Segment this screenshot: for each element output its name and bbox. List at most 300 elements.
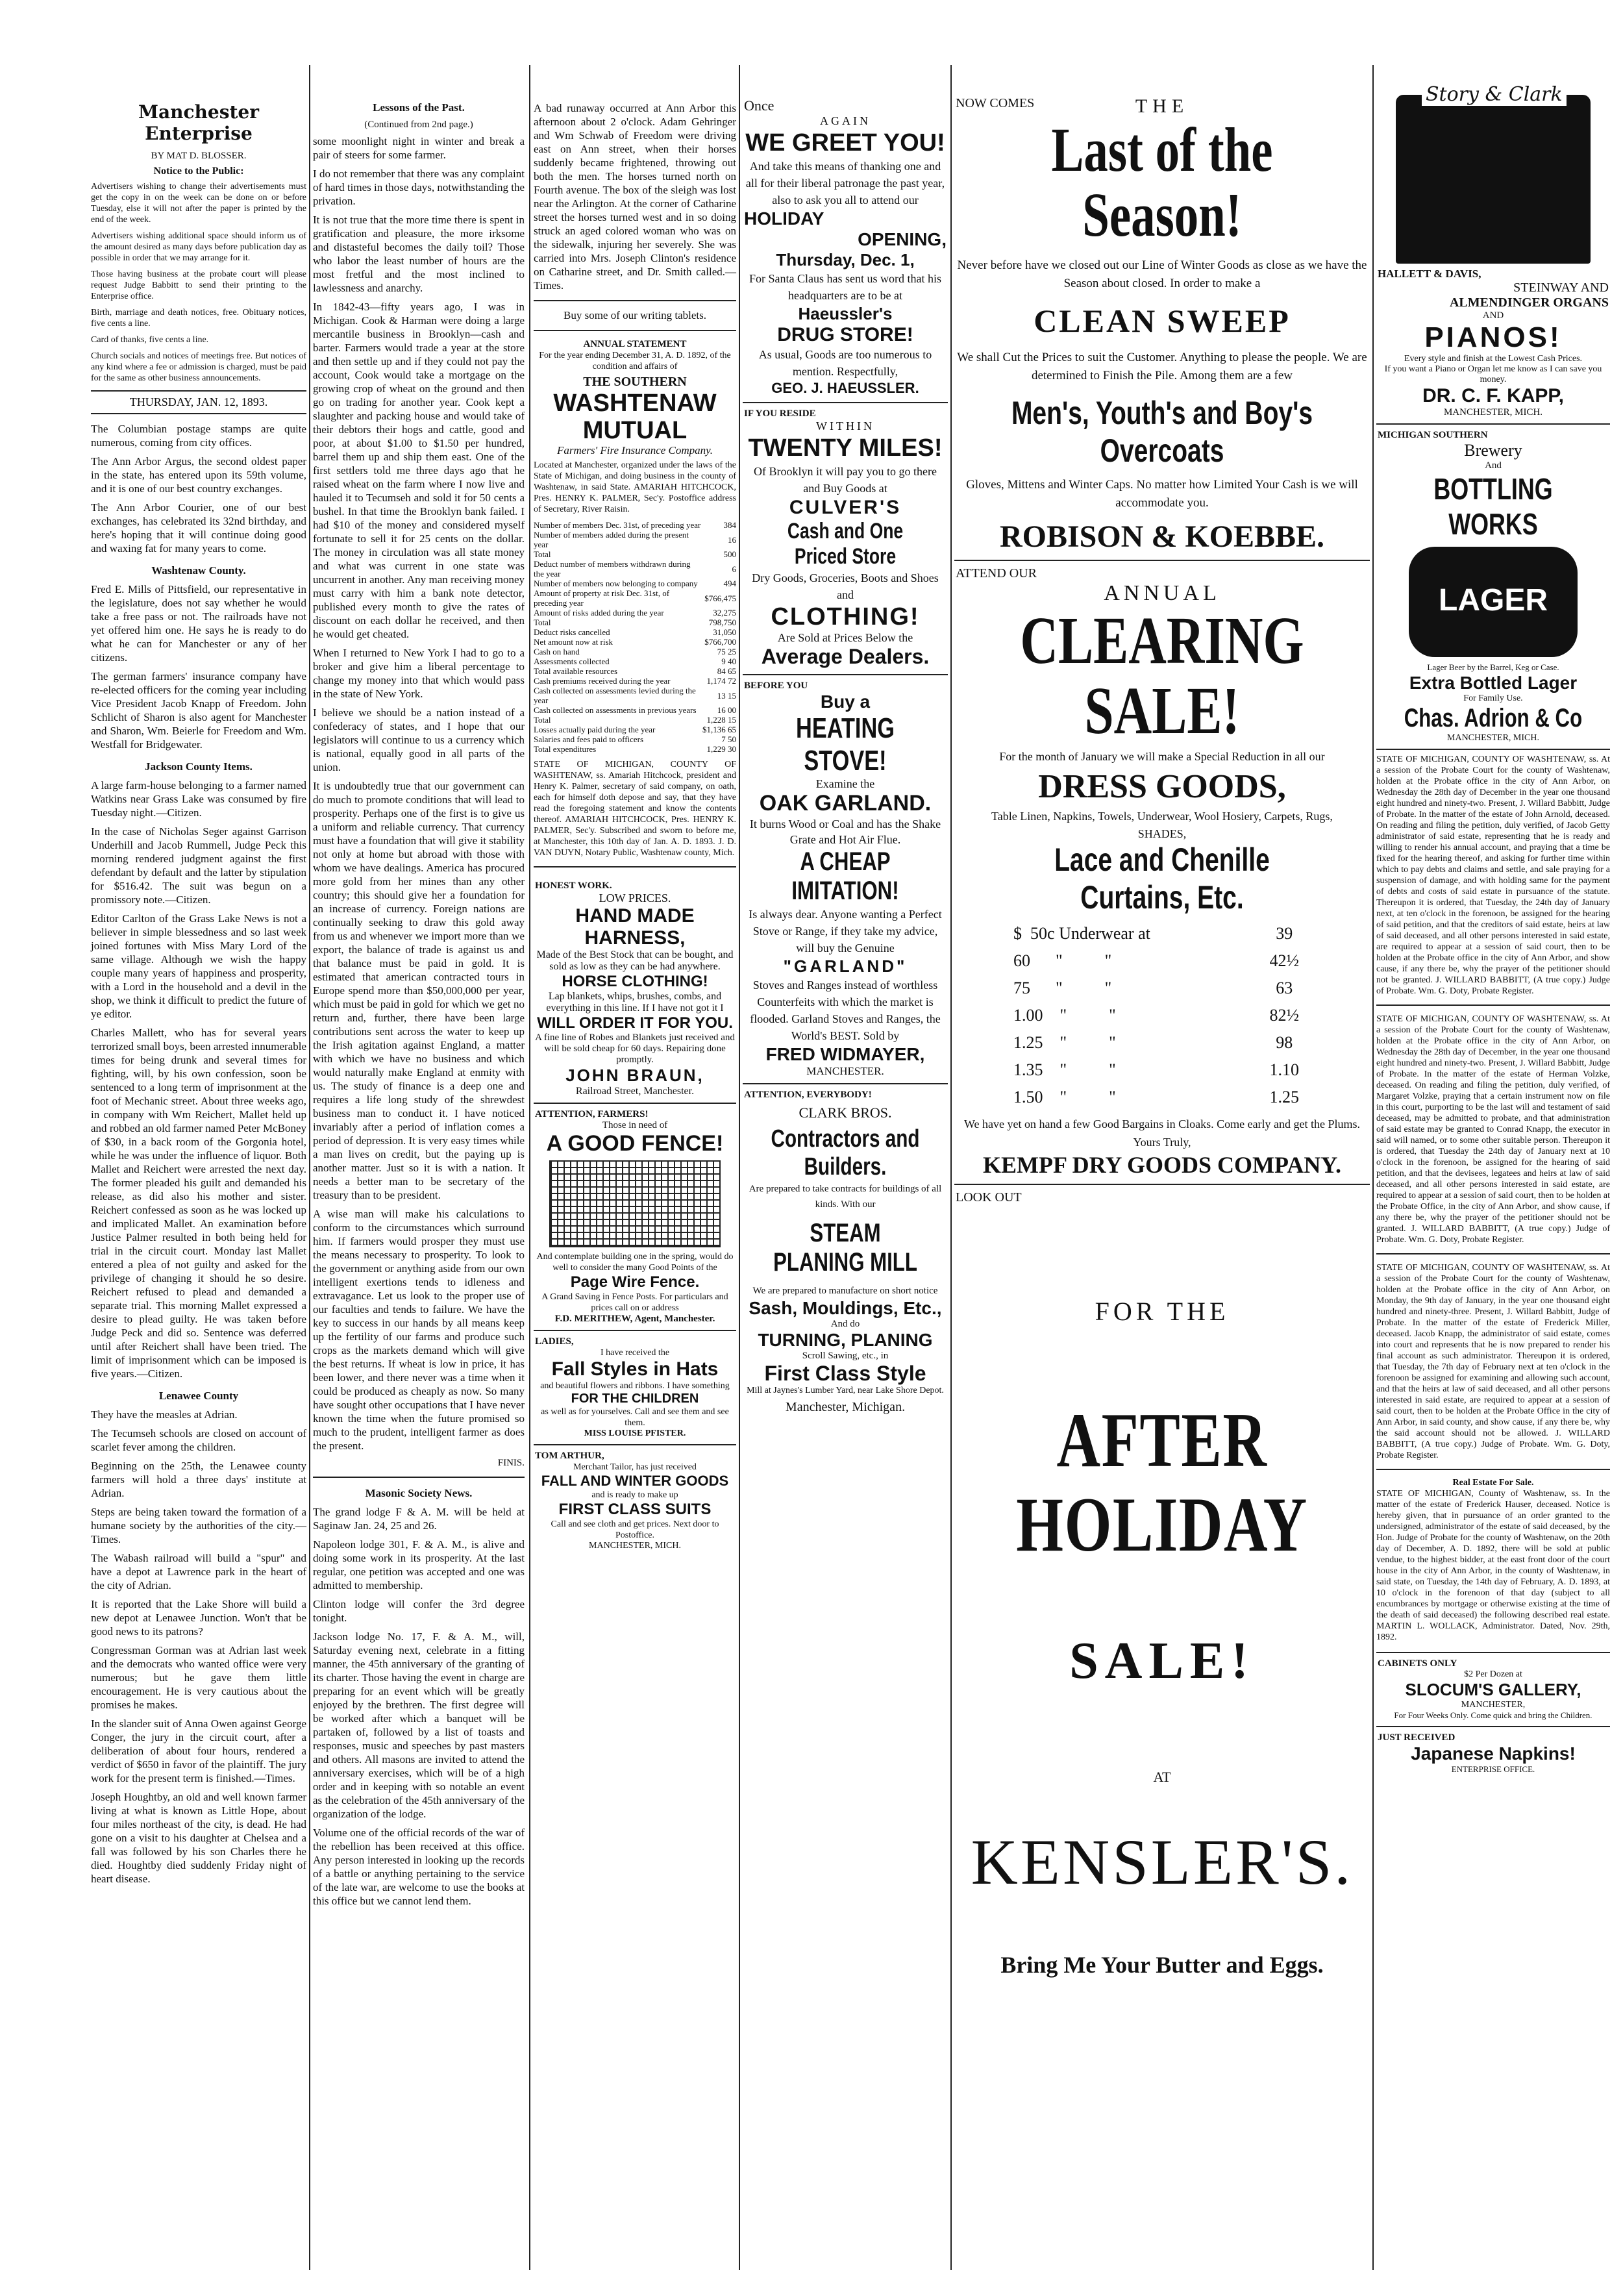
ad-headline: OPENING,	[858, 229, 947, 249]
financial-value: 6	[732, 564, 736, 574]
continued-note: (Continued from 2nd page.)	[364, 119, 473, 130]
ad-text: And do	[830, 1319, 860, 1329]
price-row	[1013, 1056, 1311, 1084]
price-original: 1.35 " "	[1013, 1060, 1116, 1079]
price-sale: 1.10	[1269, 1060, 1300, 1079]
financial-value: 9 40	[721, 656, 736, 666]
price-original: 1.00 " "	[1013, 1006, 1116, 1025]
legal-notices	[1376, 750, 1610, 1652]
ad-headline: Sash, Mouldings, Etc.,	[749, 1298, 942, 1318]
ad-headline: Haeussler's	[798, 304, 893, 323]
financial-row	[534, 676, 736, 686]
company-sub: Farmers' Fire Insurance Company.	[556, 444, 713, 456]
ad-date: Thursday, Dec. 1,	[776, 250, 915, 269]
probate-notice: STATE OF MICHIGAN, COUNTY OF WASHTENAW, ss. At a session of the Probate Court for the county of Washtenaw, holden at the Probate office in the city of Ann Arbor, on Wednesday the 28th day of December, in the year one thousand eight hundred and ninety-two. Present, J. Willard Babbitt, Judge of Probate. In the matter of the estate of Herman Volzke, deceased. On reading and filing the petition, duly verified, of Margaret Volzke, praying that a certain instrument now on file in this court, purporting to be the last will and testament of said deceased, may be admitted to probate, and that administration of said estate may be granted to Conrad Knapp, the executor in said will named, or to some other suitable person. Thereupon it is ordered, that Tuesday the 24th day of January next at 10 o'clock in the forenoon, be assigned for the hearing of said petition, and that the devisees, legatees and heirs at law of said deceased, and all other persons interested in said estate, are required to appear at a session of said court, then to be holden at the Probate Office, in the city of Ann Arbor, and show cause, if any there be, why the prayer of the petitioner should not be granted. J. WILLARD BABBITT, (A true copy.) Judge of Probate. Wm. G. Doty, Probate Register.	[1376, 1014, 1610, 1245]
ad-lead: CABINETS ONLY	[1378, 1658, 1457, 1669]
masthead: Manchester Enterprise	[138, 101, 259, 144]
financial-value: 384	[723, 520, 736, 530]
ad-headline: Contractors and Builders.	[771, 1125, 920, 1180]
issue-date: THURSDAY, JAN. 12, 1893.	[91, 390, 306, 414]
news-item: Beginning on the 25th, the Lenawee county farmers will hold a three days' institute at Adrian.	[91, 1460, 306, 1499]
ad-text: ENTERPRISE OFFICE.	[1451, 1764, 1535, 1774]
price-row	[1013, 920, 1311, 947]
column-articles	[313, 65, 736, 2270]
financial-value: 494	[723, 579, 736, 588]
tablets-notice: Buy some of our writing tablets.	[563, 309, 707, 321]
ad-address: MANCHESTER, MICH.	[589, 1541, 681, 1551]
ad-text: And take this means of thanking one and all for their liberal patronage the past year, also to ask you all to attend our	[745, 160, 945, 206]
ad-headline: CULVER'S	[789, 497, 902, 518]
ad-text: And	[1485, 460, 1502, 471]
ad-tailor	[534, 1445, 736, 1556]
news-item: Steps are being taken toward the formation of a humane society by the authorities of the city.—Times.	[91, 1506, 306, 1545]
news-item: Jackson lodge No. 17, F. & A. M., will, Saturday evening next, celebrate in a fitting manner, the 45th anniversary of the granting of its charter. Those having the event in charge are preparing for an event which will be greatly enjoyed by the brethren. The first degree will be worked after which a banquet will be partaken of, followed by a list of toasts and responses, music and speeches by past masters and others. All masons are invited to attend the anniversary exercises, which will be of a high order and in keeping with so notable an event as the celebration of the 45th anniversary of the organization of the lodge.	[313, 1630, 525, 1820]
financial-row	[534, 618, 736, 627]
column-ads-narrow	[743, 65, 948, 2270]
ad-signature: FRED WIDMAYER,	[765, 1044, 925, 1064]
financial-value: $1,136 65	[702, 725, 736, 734]
column-rule	[529, 65, 530, 2270]
news-item: Joseph Houghtby, an old and well known farmer living at what is known as Little Hope, about four miles northeast of the city, is dead. He had gone on a visit to his daughter at Chelsea and a fall was followed by his son Charles there he died. Houghtby died suddenly Friday night of heart disease.	[91, 1791, 306, 1885]
ad-clark	[743, 1084, 948, 1420]
article-paragraph: A wise man will make his calculations to conform to the circumstances which surround him. If farmers would prosper they must use the means necessary to prosperity. To look to the government or anything aside from our own intelligent exertions tends to idleness and extravagance. Let us look to the proper use of our faculties and tends to failure. We have the key to success in our hands by all means keep up the fertility of our farms and produce such crops as the markets demand which will give the best returns. If wheat is low in price, it has been lower, and there never was a time when it could be produced as cheaply as now. So many have sought other occupations that I have never known the time when the future promised so much to the prudent, intelligent farmer as does the present.	[313, 1208, 525, 1452]
ad-lead: JUST RECEIVED	[1378, 1732, 1456, 1743]
ad-harness	[534, 875, 736, 1104]
ad-headline: A CHEAP IMITATION!	[791, 847, 899, 905]
financial-value: 500	[723, 549, 736, 559]
ad-headline: HAND MADE HARNESS,	[575, 905, 695, 949]
ad-headline: Lace and Chenille Curtains, Etc.	[1054, 842, 1270, 916]
ad-text: Table Linen, Napkins, Towels, Underwear, Wool Hosiery, Carpets, Rugs,	[991, 810, 1333, 823]
ad-headline: Extra Bottled Lager	[1409, 673, 1578, 693]
ad-headline: First Class Style	[764, 1362, 926, 1385]
price-row	[1013, 947, 1311, 975]
ad-text: and beautiful flowers and ribbons. I have something	[540, 1381, 730, 1391]
ad-headline: FIRST CLASS SUITS	[558, 1501, 712, 1518]
ad-text: As usual, Goods are too numerous to mention. Respectfully,	[758, 348, 932, 378]
news-item: Fred E. Mills of Pittsfield, our representative in the legislature, does not say whether he would take a free pass or not. The railroads have not yet offered him one. He says he is ready to do what he can for Manchester or any of her citizens.	[91, 583, 306, 664]
ad-text: Lager Beer by the Barrel, Keg or Case.	[1427, 662, 1559, 672]
news-item: The german farmers' insurance company have re-elected officers for the coming year including Vice President Jacob Knapp of Freedom. John Schlicht of Sharon is also agent for Manchester and Sharon, Wm. Beierle for Freedom and Wm. Westfall for Bridgewater.	[91, 670, 306, 751]
ad-text: CLARK BROS.	[799, 1104, 892, 1121]
ad-text: as well as for yourselves. Call and see them and see them.	[541, 1407, 729, 1428]
divider	[534, 300, 736, 301]
ad-signature: Chas. Adrion & Co	[1404, 704, 1583, 732]
ad-text: Mill at Jaynes's Lumber Yard, near Lake Shore Depot.	[747, 1386, 944, 1395]
ad-text: Lap blankets, whips, brushes, combs, and everything in this line. If I have not got it I	[546, 991, 724, 1014]
ad-headline: A GOOD FENCE!	[546, 1131, 724, 1156]
financial-label: Number of members Dec. 31st, of preceding year	[534, 520, 701, 530]
price-table	[1013, 920, 1311, 1111]
ad-lead: ATTEND OUR	[956, 566, 1037, 580]
news-item: The Ann Arbor Argus, the second oldest paper in the state, has entered upon its 59th volume, and it is one of our best country exchanges.	[91, 455, 306, 495]
financial-label: Cash on hand	[534, 647, 580, 656]
section-heading: Jackson County Items.	[145, 760, 253, 773]
column-rule	[739, 65, 740, 2270]
ad-text: Scroll Sawing, etc., in	[802, 1351, 889, 1361]
financial-value: 16 00	[717, 705, 736, 715]
ad-signature: ROBISON & KOEBBE.	[999, 519, 1325, 554]
ad-headline: CLEARING SALE!	[1020, 603, 1304, 748]
financial-label: Cash collected on assessments levied during the year	[534, 686, 696, 705]
company-name: WASHTENAW MUTUAL	[553, 390, 717, 444]
ad-headline: WE GREET YOU!	[745, 129, 945, 156]
ad-lead: MICHIGAN SOUTHERN	[1378, 430, 1488, 440]
ad-headline: Last of the Season!	[1051, 115, 1273, 249]
ad-headline: HEATING STOVE!	[796, 712, 895, 777]
financial-value: 32,275	[713, 608, 736, 618]
ad-text: STEINWAY AND	[1513, 281, 1609, 295]
financial-row	[534, 666, 736, 676]
ad-kempf	[954, 561, 1370, 1185]
section-heading: Lenawee County	[158, 1390, 239, 1402]
financial-value: 1,174 72	[706, 676, 736, 686]
ad-text: We shall Cut the Prices to suit the Customer. Anything to please the people. We are determined to Finish the Pile. Among them are a few	[957, 351, 1367, 382]
ad-text: Made of the Best Stock that can be bought, and sold as low as they can be had anywhere.	[536, 949, 734, 972]
financial-label: Net amount now at risk	[534, 637, 613, 647]
financial-value: 75 25	[717, 647, 736, 656]
news-item: The Columbian postage stamps are quite numerous, coming from city offices.	[91, 423, 306, 449]
price-row	[1013, 1002, 1311, 1029]
financial-value: 1,228 15	[706, 715, 736, 725]
financial-label: Total	[534, 549, 551, 559]
notice-paragraph: Advertisers wishing additional space should inform us of the amount desired as many days before publication day as possible in order that we may arrange for it.	[91, 231, 306, 263]
divider	[534, 330, 736, 331]
notice-paragraph: Advertisers wishing to change their advertisements must get the copy in on the week can be done on or before Tuesday, else it will not after the paper is printed by the end of the week.	[91, 182, 306, 225]
divider	[1376, 1469, 1610, 1470]
ad-text: THE	[1135, 95, 1189, 117]
ad-text: A Grand Saving in Fence Posts. For particulars and prices call on or address	[541, 1292, 728, 1313]
ad-text: Of Brooklyn it will pay you to go there and Buy Goods at	[754, 465, 937, 495]
ad-kapp	[1376, 65, 1610, 425]
article-paragraph: In 1842-43—fifty years ago, I was in Michigan. Cook & Harman were doing a large mercantile business in Brooklyn—cash and barter. Farmers would trade a year at the store and then settle up and if they could not pay the account, Cook would take a mortgage on the growing crop of wheat on the ground and then go on trading for another year. Cook kept a slaughter and packing house and would take of their debtors their hogs and cattle, good and poor, at about $1.00 to $1.50 per hundred, barrel them up and ship them east. One of the first settlers told me three days ago that he raised wheat on the farm where I now live and hauled it to Tecumseh and sold it for 50 cents a bushel. In that time the Brooklyn bank failed. I had $10 of the money and considered myself fortunate to sell it for 25 cents on the dollar. The money in circulation was all state money and what was current in one state was uncurrent in another. Any man receiving money must carry with him a bank note detector, published every month to give the rates of discount on each dollar he received, and then he would get cheated.	[313, 301, 525, 640]
ad-haeussler	[743, 65, 948, 403]
ad-widmayer	[743, 675, 948, 1084]
section-heading: Real Estate For Sale.	[1452, 1478, 1534, 1488]
ad-headline: Bring Me Your Butter and Eggs.	[1000, 1952, 1324, 1978]
news-item: Volume one of the official records of the war of the rebellion has been received at this office. Any person interested in looking up the records of a battle or anything pertaining to the service of the late war, are welcome to use the books at this office but we cannot lend them.	[313, 1827, 525, 1907]
ad-lead: ATTENTION, FARMERS!	[535, 1109, 649, 1119]
ad-text: If you want a Piano or Organ let me know as I can save you money.	[1384, 364, 1602, 384]
divider	[313, 1477, 525, 1478]
financial-row	[534, 715, 736, 725]
ad-headline: DRESS GOODS,	[1038, 768, 1286, 805]
ad-headline: Cash and One Priced Store	[787, 519, 904, 569]
ad-headline: Fall Styles in Hats	[551, 1358, 719, 1380]
ad-address: Railroad Street, Manchester.	[575, 1086, 695, 1097]
divider	[1376, 1253, 1610, 1254]
price-sale: 42½	[1269, 951, 1300, 970]
financial-row	[534, 559, 736, 579]
ad-text: For the month of January we will make a Special Reduction in all our	[999, 750, 1325, 763]
article-title: Lessons of the Past.	[373, 101, 465, 114]
price-original: 1.25 " "	[1013, 1033, 1116, 1052]
ad-text: ANNUAL	[1104, 581, 1220, 605]
price-original: 60 " "	[1013, 951, 1112, 970]
ad-headline: TWENTY MILES!	[748, 434, 943, 462]
ad-text: We have yet on hand a few Good Bargains in Cloaks. Come early and get the Plums. Yours Truly,	[963, 1117, 1361, 1149]
ad-text: and is ready to make up	[591, 1490, 678, 1500]
financial-value: 31,050	[713, 627, 736, 637]
barrel-illustration	[1409, 547, 1578, 657]
divider	[1376, 1004, 1610, 1006]
ad-address: MANCHESTER.	[806, 1065, 884, 1077]
news-item: Charles Mallett, who has for several years terrorized small boys, been arrested innumerable times for being drunk and several times for fighting, will, by his own confession, soon be sentenced to a long term of imprisonment at the foot of Mechanic street. About three weeks ago, in company with Wm Reichert, Mallet held up and robbed an old farmer named Peter McBoney of $30, in a back room of the Gorgonia hotel, while he was under the influence of liquor. Both Mallet and Reichert were arrested the next day. The former pleaded his guilt and demanded his release, as did also his mother and sister. Reichert confessed as soon as he was locked up and implicated Mallet. An examination before Justice Palmer resulted in both being held for trial in the circuit court. Monday last Mallet entered a plea of not guilty and asked for the privilege of changing it should he so desire. Reichert refused to plead and demanded a separate trial. This morning Mallet expressed a desire to plead guilty. He was taken before Judge Peck and did so. Sentence was deferred until after Reichert shall have been tried. The limit of imprisonment which can be imposed is five years.—Citizen.	[91, 1027, 306, 1380]
ad-headline: Men's, Youth's and Boy's Overcoats	[1011, 395, 1313, 469]
notice-title: Notice to the Public:	[153, 166, 244, 177]
financial-label: Cash collected on assessments in previous years	[534, 705, 697, 715]
article-paragraph: I do not remember that there was any complaint of hard times in those days, notwithstanding the privation.	[313, 168, 525, 207]
financial-label: Amount of risks added during the year	[534, 608, 664, 618]
ad-headline: CLOTHING!	[771, 603, 920, 630]
ad-headline: WILL ORDER IT FOR YOU.	[537, 1014, 733, 1032]
ad-headline: Japanese Napkins!	[1411, 1743, 1576, 1764]
column-ads-right	[1376, 65, 1610, 2270]
financial-label: Amount of property at risk Dec. 31st, of preceding year	[534, 588, 670, 608]
ad-signature: KEMPF DRY GOODS COMPANY.	[982, 1152, 1342, 1178]
ad-headline: FOR THE CHILDREN	[571, 1391, 699, 1406]
financial-label: Cash premiums received during the year	[534, 676, 671, 686]
ad-text: Every style and finish at the Lowest Cash Prices.	[1404, 354, 1583, 364]
news-item: The Wabash railroad will build a "spur" and have a depot at Lawrence park in the heart of the city of Adrian.	[91, 1552, 306, 1591]
column-mixed	[534, 65, 736, 2270]
ad-signature: F.D. MERITHEW, Agent, Manchester.	[554, 1314, 715, 1324]
ad-headline: HORSE CLOTHING!	[562, 973, 708, 990]
ad-text: LOW PRICES.	[599, 892, 671, 905]
ad-kensler	[954, 1185, 1370, 1978]
news-item: Clinton lodge will confer the 3rd degree tonight.	[313, 1598, 525, 1624]
ad-headline: AFTER HOLIDAY	[1016, 1397, 1308, 1567]
real-estate-notice: STATE OF MICHIGAN, County of Washtenaw, ss. In the matter of the estate of Frederick Hauser, deceased. Notice is hereby given, that in pursuance of an order granted to the undersigned, administrator of the estate of said deceased, by the Hon. Judge of Probate for the county of Washtenaw, on the 20th day of December, A. D. 1892, there will be sold at public vendue, to the highest bidder, at the east front door of the court house in the city of Ann Arbor, in the county of Washtenaw, in said state, on Tuesday, the 14th day of February, A. D. 1893, at 10 o'clock in the forenoon of that day (subject to all encumbrances by mortgage or otherwise existing at the time of the death of said deceased) the following described real estate. MARTIN L. WOLLACK, Administrator. Dated, Nov. 29th, 1892.	[1376, 1489, 1610, 1642]
ad-signature: DR. C. F. KAPP,	[1422, 385, 1564, 406]
ad-address: MANCHESTER, MICH.	[1443, 407, 1543, 418]
ad-text: Examine the	[815, 777, 875, 790]
price-sale: 63	[1276, 979, 1293, 997]
probate-notice: STATE OF MICHIGAN, COUNTY OF WASHTENAW, ss. At a session of the Probate Court for the county of Washtenaw, holden at the Probate office in the city of Ann Arbor, on Wednesday the 28th day of December in the year one thousand eight hundred and ninety-two. Present, J. Willard Babbitt, Judge of Probate. In the matter of the estate of John Arnold, deceased. On reading and filing the petition, duly verified, of Jacob Getty administrator of said estate, representing that he is ready and willing to render his annual account, and praying that a time be fixed for the hearing thereof, and asking for further time within which to pay debts and claims and settle, and sale praying for a suspension of damage, and with holding same for the payment of debts and costs of said estate in pursuance of the statute. Thereupon it is ordered, that Tuesday, the 24th day of January next, at ten o'clock in the forenoon, be assigned for the hearing of said petition, and that the creditors of said estate, heirs at law of said deceased, and all other persons interested in said estate, are required to appear at a session of said court, then to be holden at the Probate office in the city of Ann Arbor, and show cause, if any there be, why the prayer of the petitioner should not be granted. J. WILLARD BABBITT, (A true copy.) Judge of Probate. Wm. G. Doty, Probate Register.	[1376, 755, 1610, 996]
section-heading: Washtenaw County.	[151, 564, 246, 577]
ad-lead: LADIES,	[535, 1336, 574, 1347]
ad-text: It burns Wood or Coal and has the Shake Grate and Hot Air Flue.	[749, 817, 941, 846]
notice-paragraph: Birth, marriage and death notices, free. Obituary notices, five cents a line.	[91, 308, 306, 329]
ad-brewery	[1376, 425, 1610, 750]
ad-slocum	[1376, 1652, 1610, 1727]
financial-label: Total	[534, 618, 551, 627]
financial-row	[534, 530, 736, 549]
ad-text: For Santa Claus has sent us word that his headquarters are to be at	[749, 272, 941, 302]
financial-row	[534, 725, 736, 734]
news-item: The grand lodge F & A. M. will be held at Saginaw Jan. 24, 25 and 26.	[313, 1506, 525, 1532]
price-row	[1013, 1084, 1311, 1111]
financial-value: 1,229 30	[706, 744, 736, 754]
financial-value: $766,475	[704, 593, 736, 603]
ad-lead: Once	[744, 97, 774, 114]
article-paragraph: When I returned to New York I had to go to a broker and give him a liberal percentage to change my money into that which would pass in the state of New York.	[313, 647, 525, 700]
ad-headline: OAK GARLAND.	[759, 791, 932, 816]
wire-fence-illustration	[549, 1160, 721, 1247]
section-heading: Masonic Society News.	[365, 1487, 473, 1499]
financial-label: Salaries and fees paid to officers	[534, 734, 644, 744]
price-sale: 98	[1276, 1033, 1293, 1052]
finis: FINIS.	[497, 1458, 525, 1468]
financial-row	[534, 520, 736, 530]
ad-text: I have received the	[600, 1348, 670, 1358]
notice-paragraph: Card of thanks, five cents a line.	[91, 335, 209, 345]
financial-row	[534, 588, 736, 608]
financial-label: Deduct risks cancelled	[534, 627, 610, 637]
ad-headline: TURNING, PLANING	[758, 1330, 933, 1350]
financial-row	[534, 579, 736, 588]
column-rule	[1372, 65, 1374, 2270]
byline: BY MAT D. BLOSSER.	[151, 151, 247, 161]
financial-label: Total available resources	[534, 666, 618, 676]
ad-text: Never before have we closed out our Line of Winter Goods as close as we have the Season about closed. In order to make a	[957, 258, 1367, 290]
ad-headline: STEAM PLANING MILL	[773, 1219, 917, 1277]
financial-row	[534, 627, 736, 637]
news-item: Congressman Gorman was at Adrian last week and the democrats who wanted office were very numerous; but he gave them little encouragement. He is very cautious about the promises he makes.	[91, 1644, 306, 1711]
price-original: 1.50 " "	[1013, 1088, 1116, 1106]
ad-headline: DRUG STORE!	[777, 324, 913, 345]
ad-lead: HONEST WORK.	[535, 880, 612, 891]
ad-text: And contemplate building one in the spring, would do well to consider the many Good Points of the	[536, 1252, 734, 1273]
ad-text: Buy a	[820, 692, 871, 712]
price-original: $ 50c Underwear at	[1013, 924, 1150, 943]
ad-text: AT	[1153, 1769, 1171, 1785]
ad-headline: SALE!	[1069, 1632, 1255, 1690]
financial-row	[534, 705, 736, 715]
ad-lead: LOOK OUT	[956, 1190, 1022, 1204]
price-row	[1013, 1029, 1311, 1056]
company-the: THE SOUTHERN	[583, 375, 687, 389]
financial-table	[534, 520, 736, 754]
ad-signature: MISS LOUISE PFISTER.	[584, 1429, 686, 1438]
financial-value: 16	[728, 534, 736, 545]
barrel-label: LAGER	[1439, 583, 1548, 618]
news-item: They have the measles at Adrian.	[91, 1408, 238, 1421]
financial-row	[534, 647, 736, 656]
ad-text: We are prepared to manufacture on short notice	[752, 1286, 938, 1296]
ad-text: For Four Weeks Only. Come quick and bring the Children.	[1394, 1710, 1592, 1720]
financial-value: $766,700	[704, 637, 736, 647]
financial-label: Number of members now belonging to company	[534, 579, 698, 588]
ad-headline: PIANOS!	[1424, 321, 1562, 353]
ad-headline: FALL AND WINTER GOODS	[541, 1473, 729, 1489]
ad-robison	[954, 65, 1370, 561]
price-sale: 82½	[1269, 1006, 1300, 1025]
ad-text: $2 Per Dozen at	[1464, 1669, 1522, 1679]
organ-brand: Story & Clark	[1422, 83, 1567, 106]
divider	[534, 866, 736, 867]
article-paragraph: some moonlight night in winter and break a pair of steers for some farmer.	[313, 135, 525, 161]
organ-illustration	[1396, 83, 1591, 264]
ad-text: FOR THE	[1095, 1297, 1230, 1326]
article-lessons	[313, 65, 525, 2270]
article-paragraph: I believe we should be a nation instead of a confederacy of states, and I hope that our legislators will continue to us a currency which is national, equally good in all parts of the union.	[313, 706, 525, 773]
news-item: It is reported that the Lake Shore will build a new depot at Lenawee Junction. Won't that be good news to its patrons?	[91, 1598, 306, 1638]
news-item: A large farm-house belonging to a farmer named Watkins near Grass Lake was consumed by fire Tuesday night.—Citizen.	[91, 779, 306, 819]
ad-text: Dry Goods, Groceries, Boots and Shoes and	[752, 571, 939, 601]
column-rule	[309, 65, 310, 2270]
ad-lead: ATTENTION, EVERYBODY!	[744, 1090, 872, 1100]
financial-row	[534, 637, 736, 647]
ad-headline: SLOCUM'S GALLERY,	[1405, 1680, 1581, 1699]
ad-napkins	[1376, 1727, 1610, 1780]
article-paragraph: It is undoubtedly true that our government can do much to promote conditions that will lead to prosperity. Perhaps one of the first is to give us a uniform and reliable currency. That currency must have a foundation that will give it stability not only at home but abroad with those with whom we have dealings. America has procured more gold from her mines than any other country; this should give her a foundation for an increase of currency. Foreign nations are continually seeking to draw this gold away from us and whenever we import more than we export, the balance of trade is against us and that balance must be paid in gold. It is estimated that american contracted tours in Europe spend more than $50,000,000 per year, which must be paid in gold for which we get no return and, further, there have been large contributions sent across the water to keep up the Irish agitation against England, a matter with which we have no business and which would naturally make England at enmity with us. The study of finance is a deep one and requires a life long study of the shrewdest business man to conduct it. I have noticed invariably after a period of inflation comes a period of depression. It is very easy times while a man lives on credit, but the paying up is another matter. Just so it is with a nation. It needs a better man to be secretary of the treasury than to be president.	[313, 780, 525, 1201]
ad-culver	[743, 403, 948, 675]
price-original: 75 " "	[1013, 979, 1112, 997]
financial-value: 798,750	[708, 618, 736, 627]
ad-headline: BOTTLING WORKS	[1433, 472, 1553, 541]
ad-lead: NOW COMES	[956, 96, 1035, 110]
price-sale: 1.25	[1269, 1088, 1300, 1106]
statement-intro: For the year ending December 31, A. D. 1892, of the condition and affairs of	[539, 351, 731, 371]
ad-lead: TOM ARTHUR,	[535, 1451, 604, 1461]
ad-headline: Average Dealers.	[761, 645, 930, 668]
financial-row	[534, 656, 736, 666]
financial-label: Losses actually paid during the year	[534, 725, 656, 734]
ad-text: SHADES,	[1137, 827, 1187, 840]
ad-text: HALLETT & DAVIS,	[1378, 268, 1481, 280]
article-paragraph: It is not true that the more time there is spent in gratification and pleasure, the more irksome and distasteful becomes the daily toil? Those who labor the least number of hours are the most fretful and the most inclined to lawlessness and anarchy.	[313, 214, 525, 294]
company-info: Located at Manchester, organized under the laws of the State of Michigan, and doing business in the county of Washtenaw, in said State. AMARIAH HITCHCOCK, Pres. HENRY K. PALMER, Sec'y. Postoffice address of Secretary, River Raisin.	[534, 460, 736, 514]
ad-lead: IF YOU RESIDE	[744, 408, 816, 419]
column-news	[91, 65, 306, 2270]
ad-text: Those in need of	[602, 1120, 668, 1130]
ad-text: A fine line of Robes and Blankets just received and will be sold cheap for 60 days. Repairing done promptly.	[535, 1032, 735, 1065]
financial-value: 7 50	[721, 734, 736, 744]
ad-headline: "GARLAND"	[783, 956, 908, 976]
ad-headline: KENSLER'S.	[971, 1826, 1354, 1898]
ad-text: AGAIN	[820, 114, 871, 127]
ad-text: Are Sold at Prices Below the	[777, 631, 913, 644]
financial-row	[534, 734, 736, 744]
financial-row	[534, 549, 736, 559]
ad-text: Stoves and Ranges instead of worthless Counterfeits with which the market is flooded. Garland Stoves and Ranges, the World's BEST. Sold by	[750, 979, 941, 1042]
financial-row	[534, 608, 736, 618]
probate-notice: STATE OF MICHIGAN, COUNTY OF WASHTENAW, ss. At a session of the Probate Court for the county of Washtenaw, holden at the Probate office in the city of Ann Arbor, on Monday, the 9th day of January, in the year one thousand eight hundred and ninety-three. Present, J. Willard Babbitt, Judge of Probate. In the matter of the estate of Frederick Miller, deceased. Jacob Knapp, the administrator of said estate, comes into court and represents that he is now prepared to render his final account as such administrator. Thereupon it is ordered, that Tuesday, the 7th day of February next at ten o'clock in the forenoon be assigned for examining and allowing such account, and that the heirs at law of said deceased, and all other persons interested in said estate, are required to appear at a session of said court, then to be holden at the Probate Office in the city of Ann Arbor, in said county, and show cause, if any there be, why the said account should not be allowed. J. WILLARD BABBITT, (A true copy.) Judge of Probate. Wm. G. Doty, Probate Register.	[1376, 1263, 1610, 1460]
ad-address: MANCHESTER,	[1461, 1700, 1526, 1710]
ad-signature: JOHN BRAUN,	[565, 1066, 704, 1085]
ad-signature: GEO. J. HAEUSSLER.	[771, 380, 919, 396]
financial-row	[534, 686, 736, 705]
ad-text: AND	[1482, 310, 1504, 321]
news-item: In the case of Nicholas Seger against Garrison Underhill and Jacob Rummell, Judge Peck this morning rendered judgment against the first defendant by default and the latter by stipulation for $516.42. The suit was begun on a promissory note.—Citizen.	[91, 825, 306, 906]
financial-label: Assessments collected	[534, 656, 610, 666]
ad-address: MANCHESTER, MICH.	[1447, 733, 1539, 743]
statement-heading: ANNUAL STATEMENT	[583, 339, 687, 349]
news-item: In the slander suit of Anna Owen against George Conger, the jury in the circuit court, after a deliberation of about four hours, rendered a verdict of $650 in favor of the plaintiff. The jury work for the present term is finished.—Times.	[91, 1717, 306, 1784]
financial-row	[534, 744, 736, 754]
financial-label: Number of members added during the present year	[534, 530, 689, 549]
column-ads-wide	[954, 65, 1370, 2270]
ad-headline: Page Wire Fence.	[570, 1273, 700, 1291]
ad-text: Gloves, Mittens and Winter Caps. No matter how Limited Your Cash is we will accommodate you.	[966, 478, 1358, 510]
financial-label: Total	[534, 715, 551, 725]
ad-text: WITHIN	[816, 419, 874, 432]
notice-paragraph: Those having business at the probate court will please request Judge Babbitt to send their printing to the Enterprise office.	[91, 269, 306, 301]
ad-text: ALMENDINGER ORGANS	[1449, 295, 1609, 310]
price-sale: 39	[1276, 924, 1293, 943]
news-item: The Tecumseh schools are closed on account of scarlet fever among the children.	[91, 1427, 306, 1453]
ad-address: Manchester, Michigan.	[785, 1400, 906, 1414]
news-item: A bad runaway occurred at Ann Arbor this afternoon about 2 o'clock. Adam Gehringer and Wm Schwab of Freedom were driving east on Ann street, when their horses suddenly became frightened, throwing out both the men. The horses turned north on Fourth avenue. The box of the sleigh was lost near the Arlington. At the corner of Catharine street the horses turned west and in so doing struck an aged colored woman who was on the sidewalk, injuring her severely. She was carried into Mrs. Joseph Clinton's residence on Catharine street, and Dr. Smith called.—Times.	[534, 102, 736, 292]
ad-text: Are prepared to take contracts for buildings of all kinds. With our	[749, 1184, 942, 1210]
financial-value: 84 65	[717, 666, 736, 676]
ad-headline: HOLIDAY	[744, 208, 824, 229]
ad-text: For Family Use.	[1463, 693, 1523, 703]
news-item: Napoleon lodge 301, F. & A. M., is alive and doing some work in its prosperity. At the last regular, one petition was accepted and one was admitted to membership.	[313, 1538, 525, 1591]
column-rule	[950, 65, 952, 2270]
ad-text: Merchant Tailor, has just received	[573, 1462, 697, 1472]
